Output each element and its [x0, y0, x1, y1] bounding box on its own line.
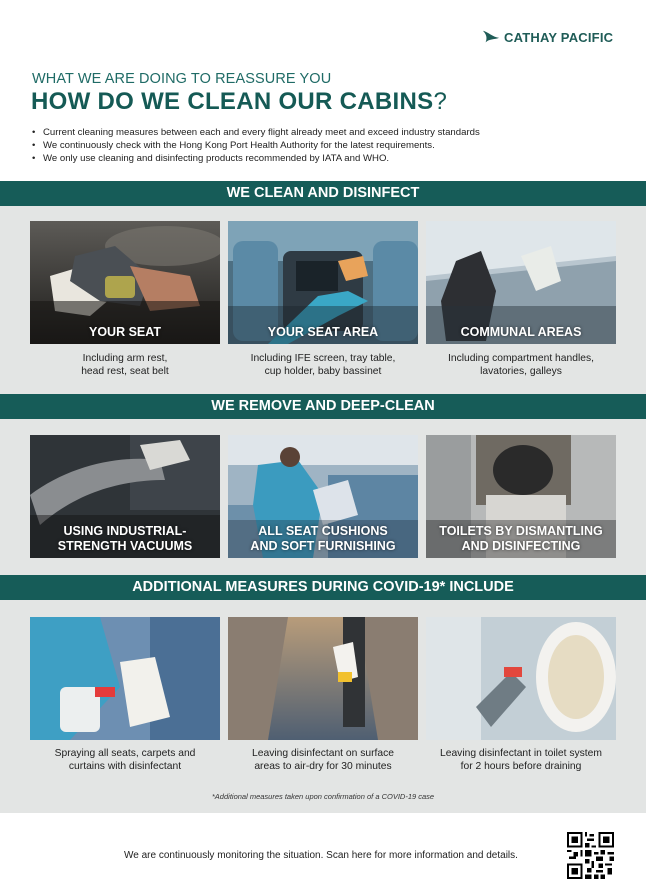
caption-line: Leaving disinfectant on surface: [252, 748, 394, 759]
photo-surface-air-dry: [228, 617, 418, 740]
caption-line: Spraying all seats, carpets and: [54, 748, 196, 759]
page-title-mark: ?: [433, 88, 448, 115]
photo-caption: [20, 352, 230, 378]
caption-line: Including IFE screen, tray table,: [250, 353, 396, 364]
section-band-clean: WE CLEAN AND DISINFECT: [0, 181, 646, 206]
photo-caption: [416, 352, 626, 378]
photo-label: [30, 524, 220, 554]
label-line: USING INDUSTRIAL-: [63, 524, 187, 538]
photo-caption: [218, 352, 428, 378]
photo-seat-cushions: [228, 435, 418, 558]
photo-caption: [20, 747, 230, 773]
brushwing-logo-icon: [482, 28, 500, 46]
caption-line: lavatories, galleys: [480, 366, 562, 377]
caption-line: Including compartment handles,: [448, 353, 594, 364]
qr-code-icon[interactable]: [567, 832, 614, 879]
photo-label: YOUR SEAT: [89, 325, 161, 339]
bullet-item: • Current cleaning measures between each and every flight already meet and exceed industry standards: [30, 126, 480, 139]
caption-line: for 2 hours before draining: [460, 761, 582, 772]
label-line: AND DISINFECTING: [461, 539, 581, 553]
photo-caption: [416, 747, 626, 773]
caption-line: Including arm rest,: [82, 353, 168, 364]
caption-line: Leaving disinfectant in toilet system: [440, 748, 602, 759]
photo-caption: [218, 747, 428, 773]
caption-line: cup holder, baby bassinet: [264, 366, 382, 377]
footer-text: We are continuously monitoring the situation. Scan here for more information and details.: [124, 850, 518, 861]
brand-name: CATHAY PACIFIC: [504, 29, 614, 45]
label-line: ALL SEAT CUSHIONS: [258, 524, 388, 538]
section-band-covid: ADDITIONAL MEASURES DURING COVID-19* INCLUDE: [0, 575, 646, 600]
section-band-deep-clean: WE REMOVE AND DEEP-CLEAN: [0, 394, 646, 419]
photo-label: COMMUNAL AREAS: [460, 325, 582, 339]
photo-label: YOUR SEAT AREA: [267, 325, 379, 339]
caption-line: curtains with disinfectant: [68, 761, 182, 772]
photo-spraying-seats: [30, 617, 220, 740]
label-line: TOILETS BY DISMANTLING: [439, 524, 603, 538]
label-line: STRENGTH VACUUMS: [57, 539, 193, 553]
photo-vacuums: [30, 435, 220, 558]
caption-line: head rest, seat belt: [81, 366, 169, 377]
page-subheading: WHAT WE ARE DOING TO REASSURE YOU: [32, 71, 332, 87]
photo-your-seat-area: [228, 221, 418, 344]
photo-label: [426, 524, 616, 554]
bullet-item: • We only use cleaning and disinfecting products recommended by IATA and WHO.: [30, 152, 480, 165]
photo-your-seat: [30, 221, 220, 344]
footnote: *Additional measures taken upon confirmation of a COVID-19 case: [211, 792, 435, 801]
intro-bullets: [30, 126, 480, 165]
photo-communal-areas: [426, 221, 616, 344]
brand-logo: [482, 28, 613, 46]
caption-line: areas to air-dry for 30 minutes: [254, 761, 392, 772]
photo-label: [228, 524, 418, 554]
photo-toilet-disinfectant: [426, 617, 616, 740]
photo-toilets: [426, 435, 616, 558]
label-line: AND SOFT FURNISHING: [250, 539, 396, 553]
page-title: [31, 88, 447, 116]
page-title-text: HOW DO WE CLEAN OUR CABINS: [31, 88, 434, 115]
bullet-item: • We continuously check with the Hong Kong Port Health Authority for the latest requirements.: [30, 139, 480, 152]
